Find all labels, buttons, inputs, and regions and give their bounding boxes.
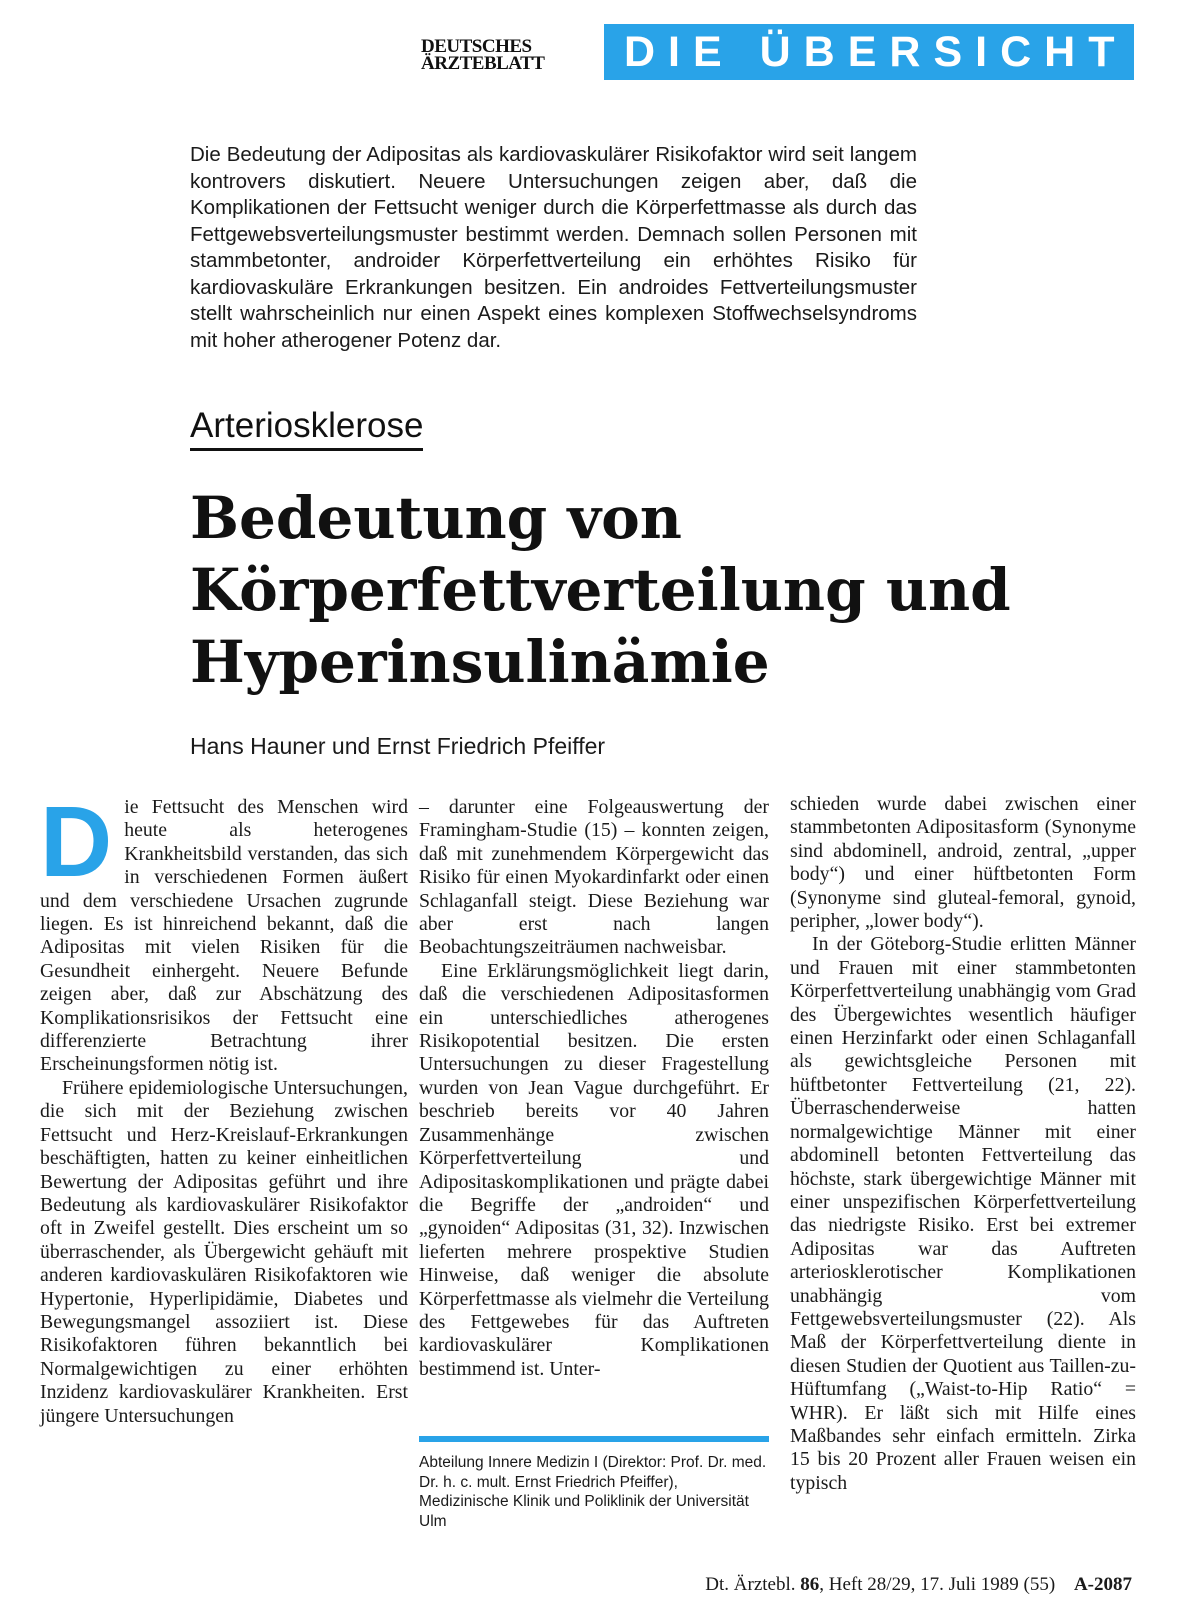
section-title: DIE ÜBERSICHT [624, 28, 1128, 76]
logo-line-1: DEUTSCHES [421, 36, 532, 57]
journal-logo [421, 38, 593, 72]
paragraph-text: ie Fettsucht des Menschen wird heute als heterogenes Krankheitsbild verstanden, das sich in verschiedenen Formen äußert und dem verschiedene Ursachen zugrunde liegen. Es ist hinreichend bekannt, daß die Adipositas mit vielen Risiken für die Gesundheit einhergeht. Neuere Befunde zeigen aber, daß zur Abschätzung des Komplikationsrisikos der Fettsucht eine differenzierte Betrachtung ihrer Erscheinungsformen nötig ist. [40, 796, 408, 1076]
body-column-1 [40, 786, 408, 1428]
paragraph: Frühere epidemiologische Untersuchungen, die sich mit der Beziehung zwischen Fettsucht und Herz-Kreislauf-Erkrankungen beschäftigten, hatten zu keiner einheitlichen Bewertung der Adipositas geführt und ihre Bedeutung als kardiovaskulärer Risikofaktor oft in Zweifel gestellt. Dies erscheint um so überraschender, als Übergewicht gehäuft mit anderen kardiovaskulären Risikofaktoren wie Hypertonie, Hyperlipidämie, Diabetes und Bewegungsmangel assoziiert ist. Diese Risikofaktoren führen bekanntlich bei Normalgewichtigen zu einer erhöhten Inzidenz kardiovaskulärer Krankheiten. Erst jüngere Untersuchungen [40, 1076, 408, 1427]
footer-journal: Dt. Ärztebl. [705, 1574, 796, 1595]
paragraph: – darunter eine Folgeauswertung der Framingham-Studie (15) – konnten zeigen, daß mit zunehmendem Körpergewicht das Risiko für einen Myokardinfarkt oder einen Schlaganfall steigt. Diese Beziehung war aber erst nach langen Beobachtungszeiträumen nachweisbar. [419, 796, 769, 959]
topic-kicker: Arteriosklerose [190, 406, 423, 451]
title-line-1: Bedeutung von [190, 484, 682, 552]
paragraph: In der Göteborg-Studie erlitten Männer und Frauen mit einer stammbetonten Körperfettverteilung unabhängig vom Grad des Übergewichtes wesentlich häufiger einen Herzinfarkt oder einen Schlaganfall als gewichtsgleiche Personen mit hüftbetonter Fettverteilung (21, 22). Überraschenderweise hatten normalgewichtige Männer mit einer abdominell betonten Fettverteilung das höchste, stark übergewichtige Männer mit einer unspezifischen Körperfettverteilung das niedrigste Risiko. Erst bei extremer Adipositas war das Auftreten arteriosklerotischer Komplikationen unabhängig vom Fettgewebsverteilungsmuster (22). Als Maß der Körperfettverteilung diente in diesen Studien der Quotient aus Taillen-zu-Hüftumfang („Waist-to-Hip Ratio“ = WHR). Er läßt sich mit Hilfe eines Maßbandes sehr einfach ermitteln. Zirka 15 bis 20 Prozent aller Frauen weisen ein typisch [790, 933, 1136, 1494]
footer-volume: 86 [800, 1574, 820, 1595]
authors: Hans Hauner und Ernst Friedrich Pfeiffer [190, 733, 606, 759]
page-footer [705, 1574, 1132, 1596]
body-column-2 [419, 796, 769, 1381]
footer-issue: , Heft 28/29, 17. Juli 1989 (55) [819, 1574, 1056, 1595]
affiliation-divider [419, 1436, 769, 1442]
author-affiliation: Abteilung Innere Medizin I (Direktor: Prof. Dr. med. Dr. h. c. mult. Ernst Friedrich Pfeiffer), Medizinische Klinik und Poliklinik der Universität Ulm [419, 1454, 767, 1530]
article-title [190, 482, 1150, 698]
title-line-3: Hyperinsulinämie [190, 628, 770, 696]
page-number: A-2087 [1073, 1574, 1132, 1595]
drop-cap: D [40, 786, 113, 898]
title-line-2: Körperfettverteilung und [190, 556, 1011, 624]
body-column-3 [790, 793, 1136, 1495]
paragraph: schieden wurde dabei zwischen einer stammbetonten Adipositasform (Synonyme sind abdominell, android, zentral, „upper body“) und einer hüftbetonten Form (Synonyme sind gluteal-femoral, gynoid, peripher, „lower body“). [790, 793, 1136, 933]
section-banner [604, 24, 1134, 80]
paragraph: Eine Erklärungsmöglichkeit liegt darin, daß die verschiedenen Adipositasformen ein unterschiedliches atherogenes Risikopotential besitzen. Die ersten Untersuchungen zu dieser Fragestellung wurden von Jean Vague durchgeführt. Er beschrieb bereits vor 40 Jahren Zusammenhänge zwischen Körperfettverteilung und Adipositaskomplikationen und prägte dabei die Begriffe der „androiden“ und „gynoiden“ Adipositas (31, 32). Inzwischen lieferten mehrere prospektive Studien Hinweise, daß weniger die absolute Körperfettmasse als vielmehr die Verteilung des Fettgewebes für das Auftreten kardiovaskulärer Komplikationen bestimmend ist. Unter- [419, 959, 769, 1380]
logo-line-2: ÄRZTEBLATT [421, 53, 545, 74]
abstract: Die Bedeutung der Adipositas als kardiovaskulärer Risikofaktor wird seit langem kontrovers diskutiert. Neuere Untersuchungen zeigen aber, daß die Komplikationen der Fettsucht weniger durch die Körperfettmasse als durch das Fettgewebsverteilungsmuster bestimmt werden. Demnach sollen Personen mit stammbetonter, androider Körperfettverteilung ein erhöhtes Risiko für kardiovaskuläre Erkrankungen besitzen. Ein androides Fettverteilungsmuster stellt wahrscheinlich nur einen Aspekt eines komplexen Stoffwechselsyndroms mit hoher atherogener Potenz dar. [190, 143, 917, 352]
paragraph [40, 786, 408, 1077]
